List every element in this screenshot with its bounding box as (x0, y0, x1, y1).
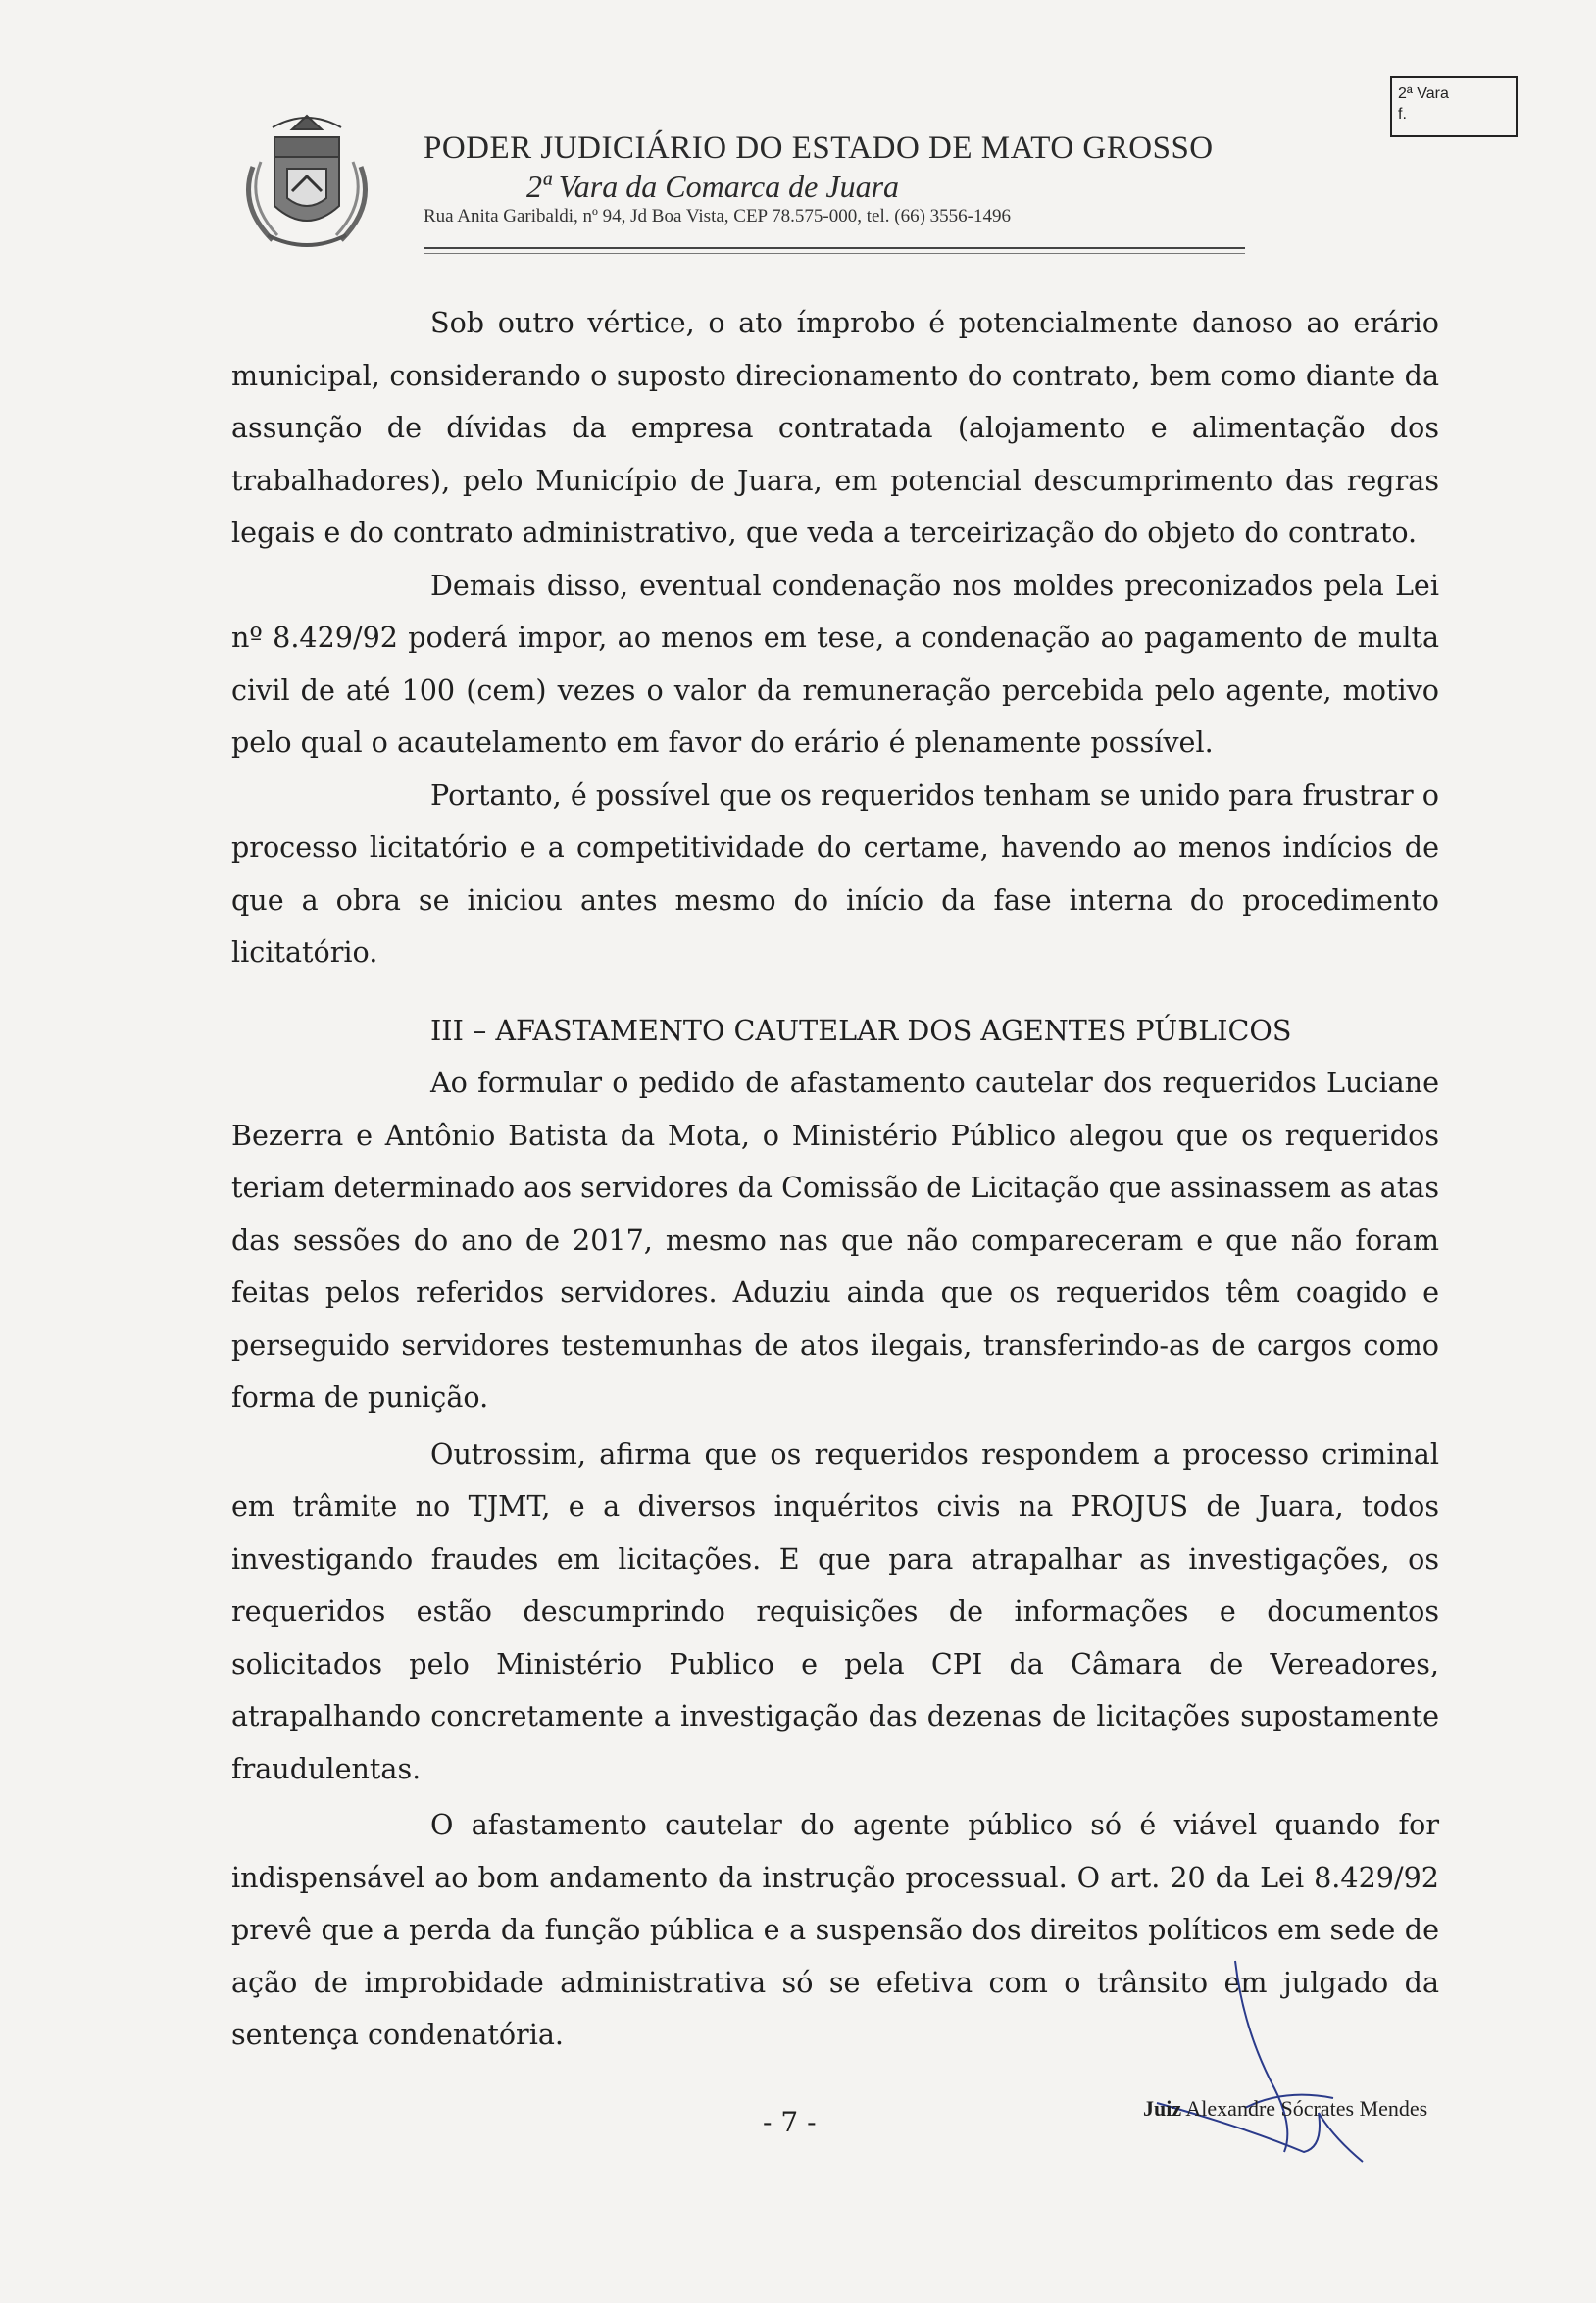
header-rule-thin (424, 253, 1245, 254)
folio-stamp-box (1390, 76, 1518, 137)
page-number: - 7 - (763, 2106, 817, 2138)
court-address: Rua Anita Garibaldi, nº 94, Jd Boa Vista, CEP 78.575-000, tel. (66) 3556-1496 (424, 206, 1011, 227)
handwritten-signature (1127, 1941, 1421, 2177)
coat-of-arms-icon (233, 108, 380, 255)
signature-title: Juiz (1143, 2096, 1182, 2121)
court-header (424, 129, 1247, 228)
paragraph: Portanto, é possível que os requeridos tenham se unido para frustrar o processo licitatório e a competitividade do certame, havendo ao menos indícios de que a obra se iniciou antes mesmo do início da fase interna do procedimento licitatório. (231, 777, 1439, 969)
paragraph: Outrossim, afirma que os requeridos respondem a processo criminal em trâmite no TJMT, e a diversos inquéritos civis na PROJUS de Juara, todos investigando fraudes em licitações. E que para atrapalhar as investigações, os requeridos estão descumprindo requisições de informações e documentos solicitados pelo Ministério Publico e pela CPI da Câmara de Vereadores, atrapalhando concretamente a investigação das dezenas de licitações supostamente fraudulentas. (231, 1436, 1439, 1785)
header-rule (424, 247, 1245, 249)
section-heading: III – AFASTAMENTO CAUTELAR DOS AGENTES PÚBLICOS (430, 1013, 1292, 1047)
document-body (231, 297, 1439, 2062)
signature-label (1143, 2096, 1427, 2122)
paragraph: Ao formular o pedido de afastamento cautelar dos requeridos Luciane Bezerra e Antônio Batista da Mota, o Ministério Público alegou que os requeridos teriam determinado aos servidores da Comissão de Licitação que assinassem as atas das sessões do ano de 2017, mesmo nas que não compareceram e que não foram feitas pelos referidos servidores. Aduziu ainda que os requeridos têm coagido e perseguido servidores testemunhas de atos ilegais, transferindo-as de cargos como forma de punição. (231, 1066, 1439, 1414)
signature-name: Alexandre Sócrates Mendes (1185, 2096, 1428, 2121)
stamp-line-folio: f. (1398, 105, 1407, 123)
paragraph: O afastamento cautelar do agente público só é viável quando for indispensável ao bom andamento da instrução processual. O art. 20 da Lei 8.429/92 prevê que a perda da função pública e a suspensão dos direitos políticos em sede de ação de improbidade administrativa só se efetiva com o trânsito em julgado da sentença condenatória. (231, 1808, 1439, 2051)
court-name: PODER JUDICIÁRIO DO ESTADO DE MATO GROSSO (424, 130, 1214, 166)
paragraph: Demais disso, eventual condenação nos moldes preconizados pela Lei nº 8.429/92 poderá impor, ao menos em tese, a condenação ao pagamento de multa civil de até 100 (cem) vezes o valor da remuneração percebida pelo agente, motivo pelo qual o acautelamento em favor do erário é plenamente possível. (231, 568, 1439, 759)
paragraph: Sob outro vértice, o ato ímprobo é potencialmente danoso ao erário municipal, considerando o suposto direcionamento do contrato, bem como diante da assunção de dívidas da empresa contratada (alojamento e alimentação dos trabalhadores), pelo Município de Juara, em potencial descumprimento das regras legais e do contrato administrativo, que veda a terceirização do objeto do contrato. (231, 306, 1439, 549)
court-division: 2ª Vara da Comarca de Juara (525, 168, 900, 204)
stamp-line-vara: 2ª Vara (1398, 85, 1449, 102)
